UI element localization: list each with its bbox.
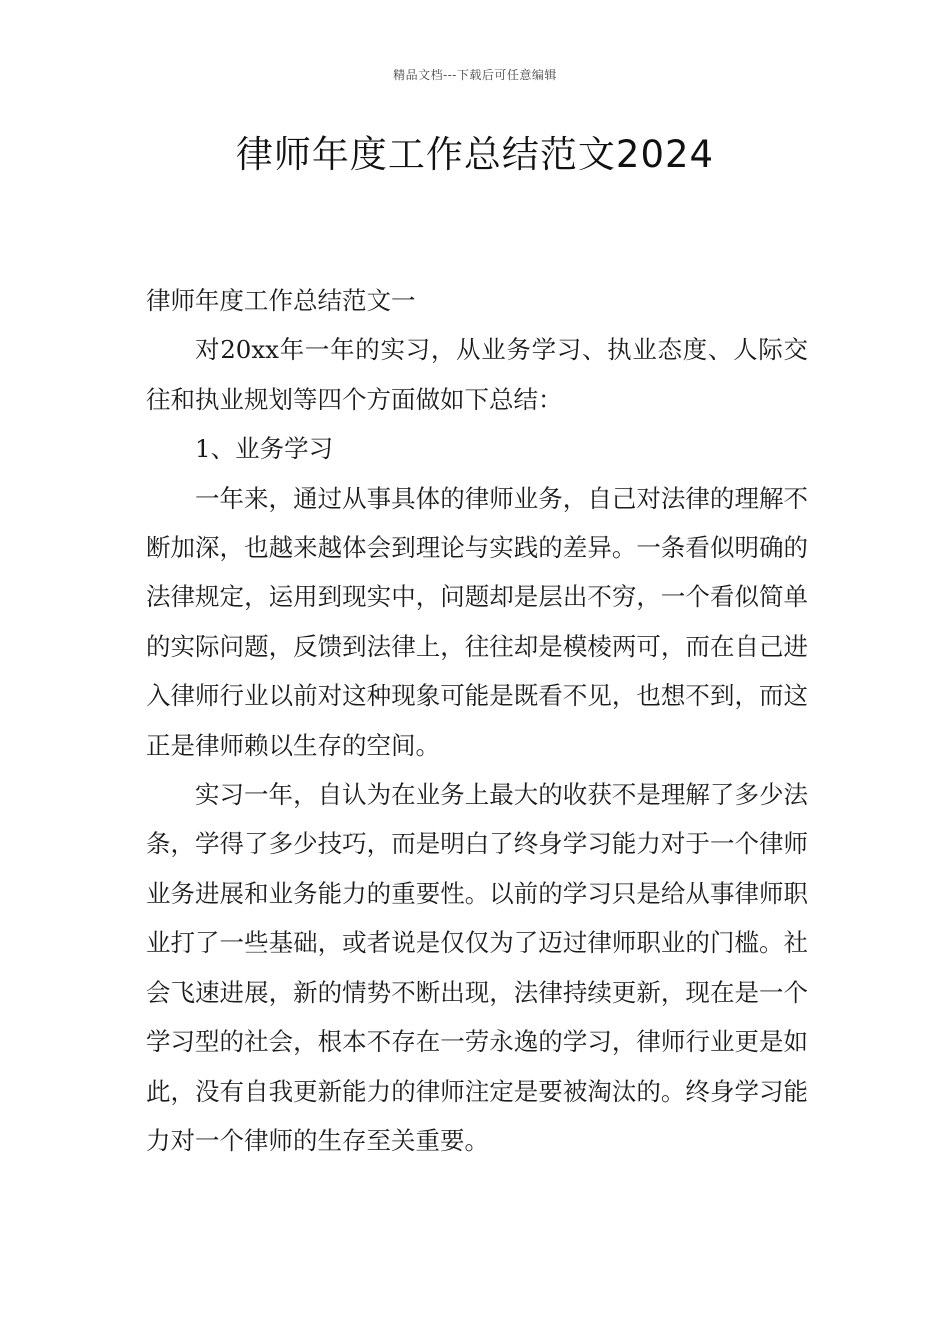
paragraph-intro: 对20xx年一年的实习，从业务学习、执业态度、人际交往和执业规划等四个方面做如下总结：	[146, 335, 808, 414]
paragraph-understanding-law: 一年来，通过从事具体的律师业务，自己对法律的理解不断加深，也越来越体会到理论与实践的差异。一条看似明确的法律规定，运用到现实中，问题却是层出不穷，一个看似简单的实际问题，反馈到法律上，往往却是模棱两可，而在自己进入律师行业以前对这种现象可能是既看不见，也想不到，而这正是律师赖以生存的空间。	[146, 483, 808, 760]
document-title: 律师年度工作总结范文2024	[235, 133, 715, 176]
section-heading: 律师年度工作总结范文一	[146, 286, 416, 315]
document-body	[146, 276, 808, 1165]
header-note: 精品文档---下载后可任意编辑	[393, 68, 557, 82]
paragraph-lifelong-learning: 实习一年，自认为在业务上最大的收获不是理解了多少法条，学得了多少技巧，而是明白了终身学习能力对于一个律师业务进展和业务能力的重要性。以前的学习只是给从事律师职业打了一些基础，或者说是仅仅为了迈过律师职业的门槛。社会飞速进展，新的情势不断出现，法律持续更新，现在是一个学习型的社会，根本不存在一劳永逸的学习，律师行业更是如此，没有自我更新能力的律师注定是要被淘汰的。终身学习能力对一个律师的生存至关重要。	[146, 780, 808, 1155]
subheading-business-study: 1、业务学习	[195, 434, 334, 464]
